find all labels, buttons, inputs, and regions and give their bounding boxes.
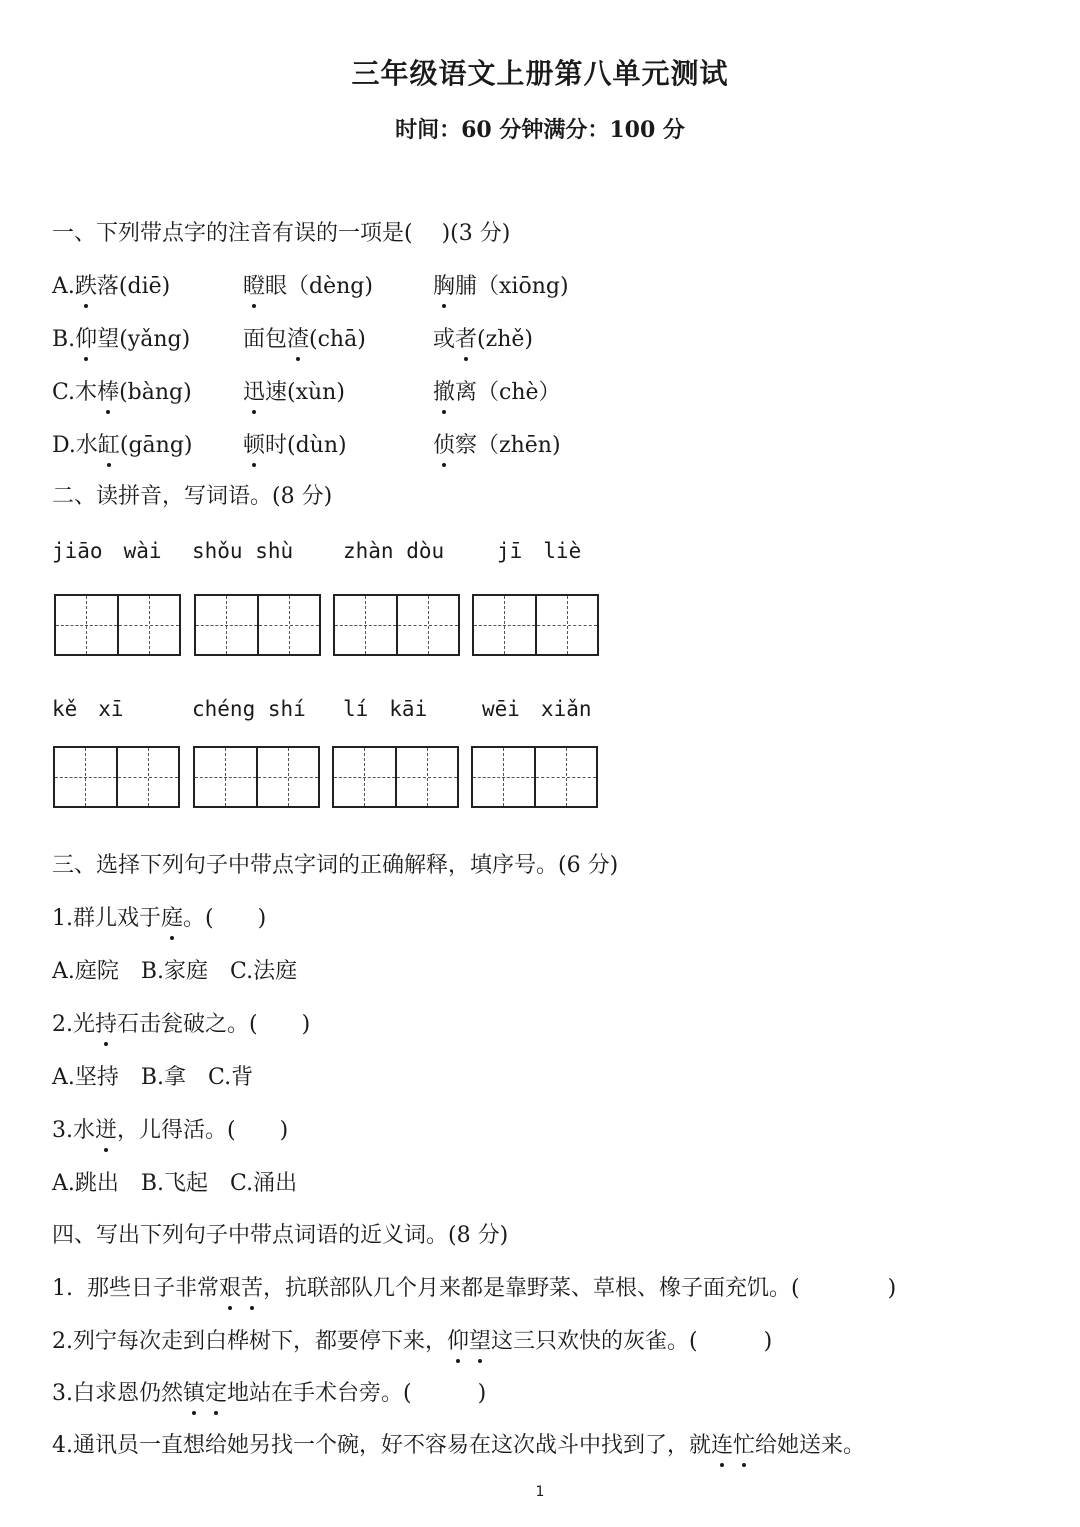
dotted-char: 连: [711, 1431, 733, 1461]
dotted-char: 侦: [433, 431, 455, 461]
sentence-text: 2.光: [52, 1012, 95, 1037]
option-text: 眼（dèng): [265, 274, 373, 299]
option-text: 离（chè）: [455, 380, 561, 405]
q1-option-d-2: [243, 431, 347, 461]
option-text: 察（zhēn): [455, 433, 561, 458]
dotted-char: 缸: [98, 431, 120, 461]
dotted-char: 顿: [243, 431, 265, 461]
option-text: 面包: [243, 327, 288, 352]
q1-option-d-3: [433, 431, 561, 461]
page-title: 三年级语文上册第八单元测试: [351, 57, 729, 90]
writing-box[interactable]: [471, 746, 598, 808]
q1-option-a-2: [243, 272, 373, 302]
dotted-char: 镇: [183, 1379, 205, 1409]
pinyin-2: shǒu shù: [192, 539, 294, 563]
q3-heading: 三、选择下列句子中带点字词的正确解释，填序号。(6 分): [52, 853, 619, 878]
q3-item-2: [52, 1010, 310, 1040]
option-text: 水: [75, 433, 98, 458]
q4-heading: 四、写出下列句子中带点词语的近义词。(8 分): [52, 1223, 509, 1248]
q1-option-a: [52, 272, 170, 302]
writing-cell[interactable]: [335, 596, 396, 654]
writing-cell[interactable]: [55, 748, 116, 806]
writing-cell[interactable]: [474, 596, 535, 654]
dotted-char: 跌: [75, 272, 97, 302]
pinyin-7: lí kāi: [343, 697, 428, 721]
option-text: (gāng): [119, 433, 193, 458]
pinyin-3: zhàn dòu: [343, 539, 445, 563]
writing-cell[interactable]: [116, 748, 179, 806]
q1-option-d: [52, 431, 193, 461]
option-letter: B.: [52, 327, 76, 352]
writing-cell[interactable]: [117, 596, 180, 654]
dotted-char: 者: [455, 325, 477, 355]
q1-option-b-3: [433, 325, 533, 355]
writing-cell[interactable]: [56, 596, 117, 654]
writing-cell[interactable]: [535, 596, 598, 654]
dotted-char: 持: [95, 1010, 117, 1040]
dotted-char: 瞪: [243, 272, 265, 302]
option-text: 或: [433, 327, 456, 352]
writing-cell[interactable]: [195, 748, 256, 806]
q2-heading: 二、读拼音，写词语。(8 分): [52, 484, 333, 509]
writing-cell[interactable]: [257, 596, 320, 654]
writing-box[interactable]: [53, 746, 180, 808]
pinyin-5: kě xī: [52, 697, 124, 721]
q3-item-1-options: A.庭院 B.家庭 C.法庭: [52, 959, 298, 984]
pinyin-8: wēi xiǎn: [482, 697, 592, 721]
pinyin-4: jī liè: [497, 539, 582, 563]
exam-info: 时间：60 分钟满分：100 分: [395, 117, 685, 143]
pinyin-1: jiāo wài: [52, 539, 162, 563]
writing-cell[interactable]: [334, 748, 395, 806]
dotted-char: 胸: [433, 272, 455, 302]
dotted-char: 艰: [219, 1274, 241, 1304]
option-text: 脯（xiōng): [455, 274, 569, 299]
q3-item-3: [52, 1116, 288, 1146]
option-text: (zhě): [477, 327, 533, 352]
sentence-text: 4.通讯员一直想给她另找一个碗，好不容易在这次战斗中找到了，就: [52, 1433, 711, 1458]
writing-box[interactable]: [193, 746, 320, 808]
sentence-text: 给她送来。: [755, 1433, 866, 1458]
page-number: 1: [535, 1484, 545, 1500]
option-text: 木: [75, 380, 98, 405]
writing-cell[interactable]: [395, 748, 458, 806]
sentence-text: 3.白求恩仍然: [52, 1381, 183, 1406]
dotted-char: 定: [205, 1379, 227, 1409]
q3-item-2-options: A.坚持 B.拿 C.背: [52, 1065, 254, 1090]
option-text: 落(diē): [96, 274, 171, 299]
q1-option-b: [52, 325, 190, 355]
option-text: 望(yǎng): [97, 327, 191, 352]
q1-option-c: [52, 378, 192, 408]
writing-cell[interactable]: [196, 596, 257, 654]
writing-cell[interactable]: [534, 748, 597, 806]
q3-item-1: [52, 904, 266, 934]
writing-box[interactable]: [332, 746, 459, 808]
option-letter: C.: [52, 380, 76, 405]
dotted-char: 忙: [733, 1431, 755, 1461]
answer-blank: ，儿得活。( ): [117, 1118, 289, 1143]
option-letter: A.: [52, 274, 75, 299]
q1-option-b-2: [243, 325, 366, 355]
answer-blank: 石击瓮破之。( ): [117, 1012, 311, 1037]
option-text: (chā): [309, 327, 366, 352]
sentence-text: 1. 那些日子非常: [52, 1276, 219, 1301]
answer-blank: 。( ): [183, 906, 267, 931]
dotted-char: 仰: [447, 1327, 469, 1357]
dotted-char: 棒: [97, 378, 119, 408]
q1-option-a-3: [433, 272, 569, 302]
sentence-text: 2.列宁每次走到白桦树下，都要停下来，: [52, 1329, 447, 1354]
pinyin-6: chéng shí: [192, 697, 306, 721]
q1-heading: 一、下列带点字的注音有误的一项是( )(3 分): [52, 221, 511, 246]
q4-item-4: [52, 1431, 865, 1461]
option-text: 速(xùn): [265, 380, 345, 405]
q4-item-3: [52, 1379, 486, 1409]
sentence-text: 1.群儿戏于: [52, 906, 161, 931]
dotted-char: 撤: [433, 378, 455, 408]
writing-cell[interactable]: [396, 596, 459, 654]
writing-box[interactable]: [333, 594, 460, 656]
q4-item-2: [52, 1327, 772, 1357]
q4-item-1: [52, 1274, 896, 1304]
dotted-char: 庭: [161, 904, 183, 934]
dotted-char: 苦: [241, 1274, 263, 1304]
dotted-char: 迸: [95, 1116, 117, 1146]
sentence-text: 这三只欢快的灰雀。( ): [491, 1329, 773, 1354]
dotted-char: 迅: [243, 378, 265, 408]
q1-option-c-3: [433, 378, 561, 408]
q1-option-c-2: [243, 378, 345, 408]
sentence-text: 地站在手术台旁。( ): [227, 1381, 487, 1406]
option-letter: D.: [52, 433, 76, 458]
writing-box[interactable]: [54, 594, 181, 656]
option-text: (bàng): [119, 380, 192, 405]
sentence-text: ，抗联部队几个月来都是靠野菜、草根、橡子面充饥。( ): [263, 1276, 897, 1301]
dotted-char: 渣: [287, 325, 309, 355]
option-text: 时(dùn): [265, 433, 347, 458]
dotted-char: 望: [469, 1327, 491, 1357]
q3-item-3-options: A.跳出 B.飞起 C.涌出: [52, 1171, 298, 1196]
sentence-text: 3.水: [52, 1118, 95, 1143]
writing-cell[interactable]: [256, 748, 319, 806]
writing-box[interactable]: [194, 594, 321, 656]
writing-cell[interactable]: [473, 748, 534, 806]
dotted-char: 仰: [75, 325, 97, 355]
writing-box[interactable]: [472, 594, 599, 656]
